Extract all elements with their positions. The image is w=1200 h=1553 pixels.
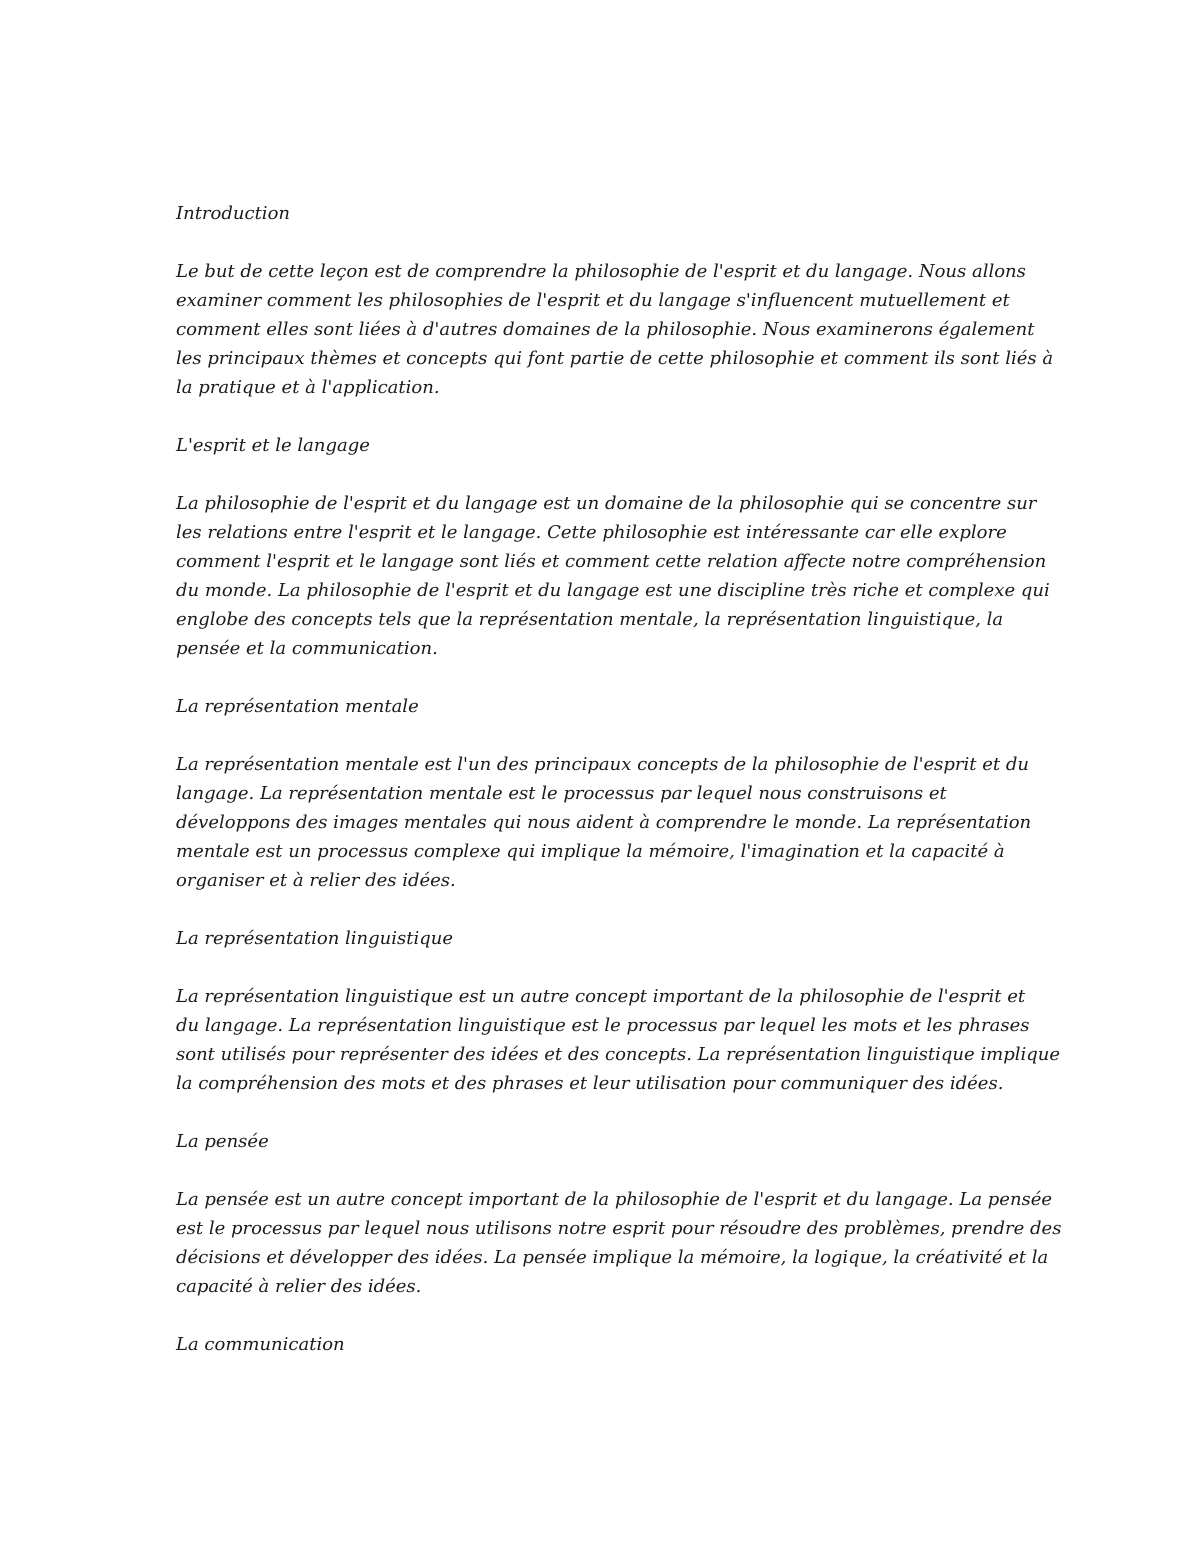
paragraph-introduction [176,257,1054,402]
text-line: comment l'esprit et le langage sont liés et comment cette relation affecte notre compréhension [176,551,1047,572]
paragraph-representation-linguistique [176,982,1061,1098]
text-line: Le but de cette leçon est de comprendre la philosophie de l'esprit et du langage. Nous allons [176,261,1026,282]
section-heading-communication: La communication [176,1334,345,1355]
text-line: la compréhension des mots et des phrases et leur utilisation pour communiquer des idées. [176,1073,1004,1094]
text-line: La pensée est un autre concept important de la philosophie de l'esprit et du langage. La pensée [176,1189,1053,1210]
text-line: les principaux thèmes et concepts qui font partie de cette philosophie et comment ils sont liés à [176,348,1054,369]
text-line: La philosophie de l'esprit et du langage est un domaine de la philosophie qui se concentre sur [176,493,1037,514]
text-line: capacité à relier des idées. [176,1276,422,1297]
text-line: englobe des concepts tels que la représentation mentale, la représentation linguistique, la [176,609,1004,630]
text-line: du langage. La représentation linguistique est le processus par lequel les mots et les phrases [176,1015,1030,1036]
text-line: organiser et à relier des idées. [176,870,456,891]
paragraph-pensee [176,1185,1062,1301]
section-heading-representation-mentale: La représentation mentale [176,696,419,717]
text-line: La représentation linguistique est un autre concept important de la philosophie de l'esprit et [176,986,1026,1007]
section-heading-representation-linguistique: La représentation linguistique [176,928,454,949]
section-heading-pensee: La pensée [176,1131,269,1152]
section-heading-introduction: Introduction [176,203,290,224]
text-line: décisions et développer des idées. La pensée implique la mémoire, la logique, la créativité et la [176,1247,1049,1268]
text-line: la pratique et à l'application. [176,377,440,398]
text-line: sont utilisés pour représenter des idées et des concepts. La représentation linguistique implique [176,1044,1061,1065]
section-heading-esprit-langage: L'esprit et le langage [176,435,370,456]
text-line: langage. La représentation mentale est le processus par lequel nous construisons et [176,783,947,804]
text-line: les relations entre l'esprit et le langage. Cette philosophie est intéressante car elle explore [176,522,1007,543]
text-line: La représentation mentale est l'un des principaux concepts de la philosophie de l'esprit et du [176,754,1029,775]
paragraph-representation-mentale [176,750,1032,895]
text-line: est le processus par lequel nous utilisons notre esprit pour résoudre des problèmes, prendre des [176,1218,1062,1239]
text-line: comment elles sont liées à d'autres domaines de la philosophie. Nous examinerons également [176,319,1035,340]
paragraph-esprit-langage [176,489,1050,663]
text-line: développons des images mentales qui nous aident à comprendre le monde. La représentation [176,812,1032,833]
document-body [176,199,1062,1388]
text-line: du monde. La philosophie de l'esprit et du langage est une discipline très riche et complexe qui [176,580,1050,601]
text-line: mentale est un processus complexe qui implique la mémoire, l'imagination et la capacité à [176,841,1005,862]
text-line: pensée et la communication. [176,638,438,659]
text-line: examiner comment les philosophies de l'esprit et du langage s'influencent mutuellement et [176,290,1010,311]
